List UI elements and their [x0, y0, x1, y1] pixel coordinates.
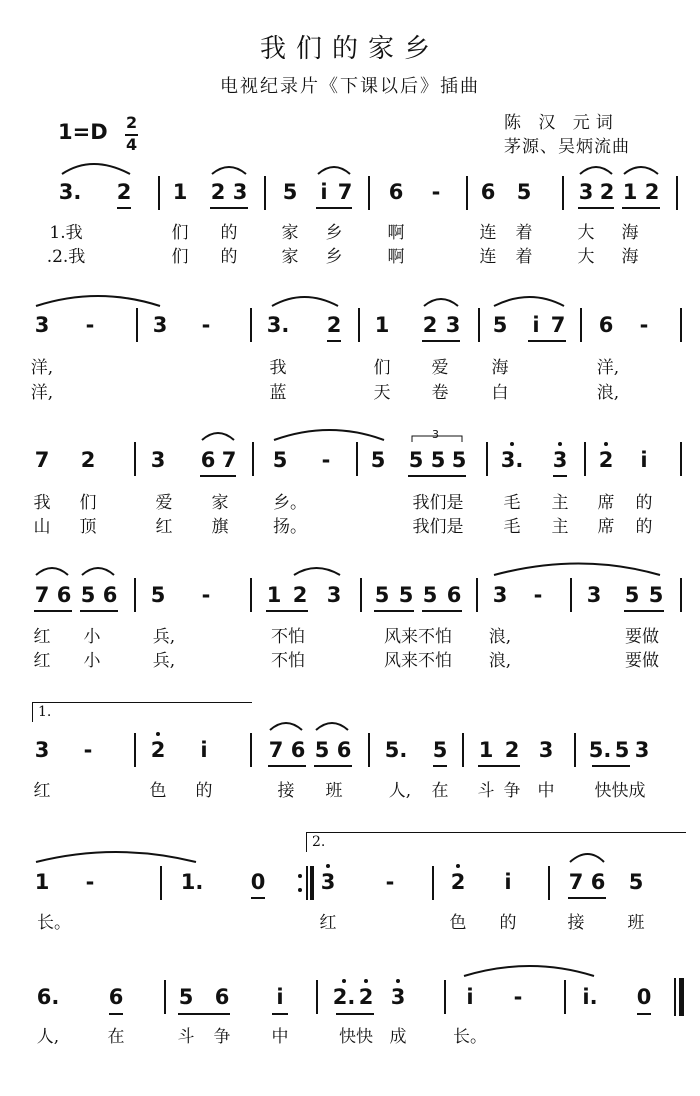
barline: [252, 442, 254, 476]
slur: [294, 568, 340, 575]
note: 5: [408, 448, 424, 472]
slur: [316, 723, 348, 730]
note: 1: [34, 870, 50, 894]
ending-bracket-stem: [32, 702, 33, 722]
lyric: 的: [499, 913, 517, 933]
barline: [264, 176, 266, 210]
lyric-verse2: 席: [597, 517, 615, 537]
note: 5: [282, 180, 298, 204]
lyric-verse1: 风来不怕: [384, 627, 452, 647]
barline: [368, 733, 370, 767]
lyric-verse2: 不怕: [271, 651, 305, 671]
lyric-verse1: 乡: [325, 223, 343, 243]
lyric-verse1: 海: [491, 358, 509, 378]
note: 3: [152, 313, 168, 337]
note: 5: [150, 583, 166, 607]
lyric-verse1: 着: [515, 223, 533, 243]
lyric-verse2: 家: [281, 247, 299, 267]
octave-dot: [326, 864, 330, 868]
note: 2: [599, 180, 615, 204]
lyric-verse2: 兵,: [152, 651, 176, 671]
lyric-verse2: 风来不怕: [384, 651, 452, 671]
note: 5.: [384, 738, 408, 762]
octave-dot: [558, 442, 562, 446]
lyric-verse2: 毛: [503, 517, 521, 537]
lyric-verse1: 席: [597, 493, 615, 513]
lyric-verse2: 顶: [79, 517, 97, 537]
note: 3: [390, 985, 406, 1009]
barline: [432, 866, 434, 900]
note: 3: [445, 313, 461, 337]
note: 2: [450, 870, 466, 894]
song-title: 我们的家乡: [259, 34, 440, 64]
lyric: 红: [33, 781, 51, 801]
lyric-verse1: 我: [33, 493, 51, 513]
time-signature-bottom: 4: [126, 135, 138, 154]
slur: [36, 852, 196, 862]
note: 5: [624, 583, 640, 607]
lyric-verse2: .2.我: [46, 247, 86, 267]
note: 6: [598, 313, 614, 337]
lyric-verse2: 小: [83, 651, 101, 671]
lyric: 在: [107, 1027, 125, 1047]
note: 0: [250, 870, 266, 894]
slur: [62, 164, 130, 174]
note: 6: [590, 870, 606, 894]
lyric-verse1: 们: [79, 493, 97, 513]
lyric-verse1: 家: [281, 223, 299, 243]
ending-bracket-stem: [306, 832, 307, 852]
barline: [134, 578, 136, 612]
note: i: [200, 738, 208, 762]
note: -: [201, 313, 211, 337]
barline: [250, 578, 252, 612]
lyric: 的: [195, 781, 213, 801]
note: 5: [516, 180, 532, 204]
slur: [318, 167, 350, 174]
lyric: 成: [389, 1027, 407, 1047]
barline: [680, 578, 682, 612]
barline: [134, 442, 136, 476]
note: 6: [102, 583, 118, 607]
note: 6: [336, 738, 352, 762]
octave-dot: [604, 442, 608, 446]
note: 2.: [332, 985, 356, 1009]
barline: [250, 308, 252, 342]
note: 7: [34, 583, 50, 607]
note: 0: [636, 985, 652, 1009]
composer-credit: 茅源、吴炳流曲: [504, 137, 630, 157]
note: i.: [582, 985, 598, 1009]
note: 3: [320, 870, 336, 894]
final-barline-thick: [679, 978, 684, 1016]
note: 5: [648, 583, 664, 607]
note: 6: [56, 583, 72, 607]
note: -: [385, 870, 395, 894]
barline: [466, 176, 468, 210]
barline: [574, 733, 576, 767]
lyric-verse2: 乡: [325, 247, 343, 267]
barline: [680, 308, 682, 342]
lyric-verse1: 我: [269, 358, 287, 378]
note: 7: [268, 738, 284, 762]
lyric: 争: [503, 781, 521, 801]
note: 2: [504, 738, 520, 762]
lyric-verse1: 乡。: [273, 493, 307, 513]
lyric-verse2: 连: [479, 247, 497, 267]
note: i: [466, 985, 474, 1009]
note: 2: [422, 313, 438, 337]
note: 5: [80, 583, 96, 607]
note: i: [532, 313, 540, 337]
note: -: [431, 180, 441, 204]
note: 3: [578, 180, 594, 204]
lyric: 人,: [388, 781, 412, 801]
note: -: [85, 313, 95, 337]
slur: [202, 433, 234, 440]
slur: [494, 564, 660, 576]
slur: [580, 167, 612, 174]
lyric-verse2: 们: [171, 247, 189, 267]
lyric-verse2: 白: [491, 383, 509, 403]
barline: [570, 578, 572, 612]
lyric: 斗: [177, 1027, 195, 1047]
lyric-verse2: 浪,: [488, 651, 512, 671]
lyric: 争: [213, 1027, 231, 1047]
lyric-verse2: 山: [33, 517, 51, 537]
lyric-verse2: 大: [577, 247, 595, 267]
lyric: 红: [319, 913, 337, 933]
note: 2: [116, 180, 132, 204]
lyric: 接: [567, 913, 585, 933]
lyric-verse1: 们: [171, 223, 189, 243]
barline: [306, 866, 308, 900]
octave-dot: [364, 979, 368, 983]
slur: [270, 723, 302, 730]
note: 3: [34, 738, 50, 762]
note: 6: [446, 583, 462, 607]
note: 3: [552, 448, 568, 472]
lyric: 中: [537, 781, 555, 801]
lyric-verse2: 浪,: [596, 383, 620, 403]
note: 7: [34, 448, 50, 472]
note: 2: [326, 313, 342, 337]
note: 2: [292, 583, 308, 607]
repeat-barline: [310, 866, 314, 900]
note: 3.: [58, 180, 82, 204]
slur: [272, 297, 338, 306]
note: -: [83, 738, 93, 762]
note: 5: [370, 448, 386, 472]
note: 5: [451, 448, 467, 472]
lyric-verse1: 红: [33, 627, 51, 647]
note: 6.: [36, 985, 60, 1009]
final-barline-thin: [674, 978, 676, 1016]
note: 3: [326, 583, 342, 607]
lyric-verse1: 大: [577, 223, 595, 243]
note: 3: [538, 738, 554, 762]
lyric: 中: [271, 1027, 289, 1047]
note: 5: [374, 583, 390, 607]
note: 7: [221, 448, 237, 472]
lyric-verse2: 红: [155, 517, 173, 537]
note: 1: [374, 313, 390, 337]
lyric-verse1: 家: [211, 493, 229, 513]
note: 2: [150, 738, 166, 762]
lyric-verse2: 的: [220, 247, 238, 267]
note: i: [640, 448, 648, 472]
barline: [316, 980, 318, 1014]
note: 5.: [588, 738, 612, 762]
slur: [274, 430, 384, 440]
ending-bracket: [32, 702, 252, 703]
slur: [570, 854, 604, 862]
note: i: [504, 870, 512, 894]
lyric-verse2: 洋,: [30, 383, 54, 403]
barline: [136, 308, 138, 342]
lyric-verse1: 浪,: [488, 627, 512, 647]
lyric-verse1: 小: [83, 627, 101, 647]
barline: [160, 866, 162, 900]
note: 5: [398, 583, 414, 607]
note: 7: [568, 870, 584, 894]
octave-dot: [510, 442, 514, 446]
lyric-verse2: 天: [373, 383, 391, 403]
lyric-verse2: 扬。: [273, 517, 307, 537]
slur: [624, 167, 658, 174]
lyric: 快快: [339, 1027, 373, 1047]
lyric-verse1: 不怕: [271, 627, 305, 647]
barline: [250, 733, 252, 767]
lyric-verse1: 1.我: [49, 223, 83, 243]
note: 2: [210, 180, 226, 204]
note: 6: [290, 738, 306, 762]
barline: [562, 176, 564, 210]
note: 3: [232, 180, 248, 204]
lyric: 接: [277, 781, 295, 801]
note: -: [639, 313, 649, 337]
lyric-verse1: 海: [621, 223, 639, 243]
note: 5: [614, 738, 630, 762]
lyric: 色: [149, 781, 167, 801]
lyric-verse2: 卷: [431, 383, 449, 403]
barline: [564, 980, 566, 1014]
barline: [134, 733, 136, 767]
lyric: 在: [431, 781, 449, 801]
lyric: 人,: [36, 1027, 60, 1047]
barline: [360, 578, 362, 612]
note: 1.: [180, 870, 204, 894]
lyric: 色: [449, 913, 467, 933]
lyric-verse1: 的: [635, 493, 653, 513]
slur: [494, 297, 564, 306]
lyric-verse1: 爱: [431, 358, 449, 378]
note: 7: [337, 180, 353, 204]
lyric: 长。: [37, 913, 71, 933]
slur: [464, 966, 594, 976]
ending-bracket: [306, 832, 686, 833]
barline: [444, 980, 446, 1014]
lyric: 班: [627, 913, 645, 933]
note: 5: [430, 448, 446, 472]
note: 5: [178, 985, 194, 1009]
note: 7: [550, 313, 566, 337]
lyric-verse1: 洋,: [30, 358, 54, 378]
lyric-verse2: 的: [635, 517, 653, 537]
note: 5: [314, 738, 330, 762]
barline: [358, 308, 360, 342]
lyric: 快快成: [594, 781, 646, 801]
lyric-verse1: 兵,: [152, 627, 176, 647]
note: 5: [628, 870, 644, 894]
note: -: [533, 583, 543, 607]
barline: [368, 176, 370, 210]
barline: [462, 733, 464, 767]
lyric-verse2: 主: [551, 517, 569, 537]
note: 3.: [266, 313, 290, 337]
lyric-verse1: 我们是: [412, 493, 464, 513]
lyric-verse2: 红: [33, 651, 51, 671]
lyric-verse1: 主: [551, 493, 569, 513]
note: 3: [150, 448, 166, 472]
slur: [212, 167, 246, 174]
note: 3: [634, 738, 650, 762]
barline: [478, 308, 480, 342]
note: 2: [358, 985, 374, 1009]
note: 3: [492, 583, 508, 607]
lyric: 长。: [453, 1027, 487, 1047]
lyric-verse2: 要做: [625, 651, 659, 671]
note: 2: [598, 448, 614, 472]
lyric: 斗: [477, 781, 495, 801]
note: i: [320, 180, 328, 204]
barline: [580, 308, 582, 342]
note: 6: [480, 180, 496, 204]
slur: [424, 299, 458, 306]
key-signature: 1=D: [58, 120, 108, 144]
note: 5: [272, 448, 288, 472]
lyric-verse2: 着: [515, 247, 533, 267]
note: 6: [214, 985, 230, 1009]
barline: [356, 442, 358, 476]
slur: [36, 568, 68, 575]
octave-dot: [396, 979, 400, 983]
barline: [158, 176, 160, 210]
barline: [584, 442, 586, 476]
octave-dot: [342, 979, 346, 983]
note: 1: [478, 738, 494, 762]
note: 1: [266, 583, 282, 607]
octave-dot: [156, 732, 160, 736]
note: 3: [586, 583, 602, 607]
lyric-verse2: 旗: [211, 517, 229, 537]
lyric-verse1: 要做: [625, 627, 659, 647]
time-signature-top: 2: [126, 113, 138, 132]
lyric-verse1: 啊: [387, 223, 405, 243]
repeat-dot: [298, 874, 302, 878]
note: 2: [80, 448, 96, 472]
lyric-verse1: 毛: [503, 493, 521, 513]
lyric-verse2: 我们是: [412, 517, 464, 537]
slur: [82, 568, 114, 575]
slur: [36, 296, 160, 306]
ending-label: 2.: [312, 834, 326, 850]
note: 6: [108, 985, 124, 1009]
note: 6: [200, 448, 216, 472]
note: 3: [34, 313, 50, 337]
note: 1: [622, 180, 638, 204]
lyric-verse1: 的: [220, 223, 238, 243]
note: 3.: [500, 448, 524, 472]
barline: [680, 442, 682, 476]
note: 5: [432, 738, 448, 762]
barline: [676, 176, 678, 210]
repeat-dot: [298, 888, 302, 892]
note: 5: [492, 313, 508, 337]
lyric-verse2: 海: [621, 247, 639, 267]
note: 2: [644, 180, 660, 204]
lyric-verse1: 洋,: [596, 358, 620, 378]
octave-dot: [456, 864, 460, 868]
note: i: [276, 985, 284, 1009]
barline: [476, 578, 478, 612]
lyric-verse1: 们: [373, 358, 391, 378]
lyricist-credit: 陈 汉 元词: [504, 113, 619, 133]
lyric-verse2: 蓝: [269, 383, 287, 403]
lyric-verse1: 爱: [155, 493, 173, 513]
note: -: [85, 870, 95, 894]
note: -: [321, 448, 331, 472]
ending-label: 1.: [38, 704, 52, 720]
lyric: 班: [325, 781, 343, 801]
song-subtitle: 电视纪录片《下课以后》插曲: [220, 76, 480, 97]
barline: [486, 442, 488, 476]
note: -: [513, 985, 523, 1009]
note: -: [201, 583, 211, 607]
barline: [164, 980, 166, 1014]
triplet-mark: 3: [432, 428, 439, 441]
note: 1: [172, 180, 188, 204]
lyric-verse2: 啊: [387, 247, 405, 267]
note: 5: [422, 583, 438, 607]
lyric-verse1: 连: [479, 223, 497, 243]
note: 6: [388, 180, 404, 204]
barline: [548, 866, 550, 900]
